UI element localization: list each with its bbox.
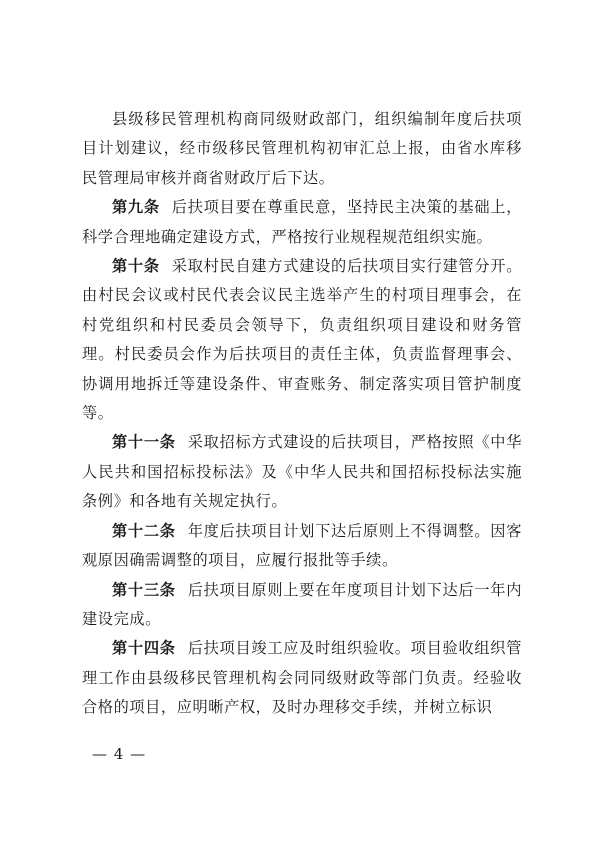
article-text: 后扶项目竣工应及时组织验收。项目验收组织管理工作由县级移民管理机构会同同级财政等部门负责。经验收合格的项目，应明晰产权，及时办理移交手续，并树立标识 bbox=[82, 639, 522, 717]
article-13 bbox=[82, 576, 522, 635]
article-number: 第十四条 bbox=[112, 639, 176, 658]
article-number: 第十二条 bbox=[112, 521, 176, 540]
article-text: 采取招标方式建设的后扶项目，严格按照《中华人民共和国招标投标法》及《中华人民共和国招标投标法实施条例》和各地有关规定执行。 bbox=[82, 433, 522, 511]
article-text: 后扶项目要在尊重民意，坚持民主决策的基础上，科学合理地确定建设方式，严格按行业规程规范组织实施。 bbox=[82, 198, 522, 246]
article-14 bbox=[82, 634, 522, 722]
article-number: 第十三条 bbox=[112, 580, 176, 599]
article-11 bbox=[82, 428, 522, 516]
article-text: 后扶项目原则上要在年度项目计划下达后一年内建设完成。 bbox=[82, 580, 522, 628]
document-body bbox=[82, 105, 522, 723]
article-number: 第九条 bbox=[112, 198, 160, 217]
article-number: 第十一条 bbox=[112, 433, 176, 452]
paragraph-text: 县级移民管理机构商同级财政部门，组织编制年度后扶项目计划建议，经市级移民管理机构初审汇总上报，由省水库移民管理局审核并商省财政厅后下达。 bbox=[82, 110, 522, 187]
article-10 bbox=[82, 252, 522, 428]
article-12 bbox=[82, 517, 522, 576]
article-text: 采取村民自建方式建设的后扶项目实行建管分开。由村民会议或村民代表会议民主选举产生的村项目理事会，在村党组织和村民委员会领导下，负责组织项目建设和财务管理。村民委员会作为后扶项目的责任主体，负责监督理事会、协调用地拆迁等建设条件、审查账务、制定落实项目管护制度等。 bbox=[82, 257, 522, 423]
article-9 bbox=[82, 193, 522, 252]
article-text: 年度后扶项目计划下达后原则上不得调整。因客观原因确需调整的项目，应履行报批等手续。 bbox=[82, 521, 522, 570]
article-number: 第十条 bbox=[112, 257, 160, 276]
paragraph-intro bbox=[82, 105, 522, 193]
page-number: — 4 — bbox=[92, 745, 147, 763]
